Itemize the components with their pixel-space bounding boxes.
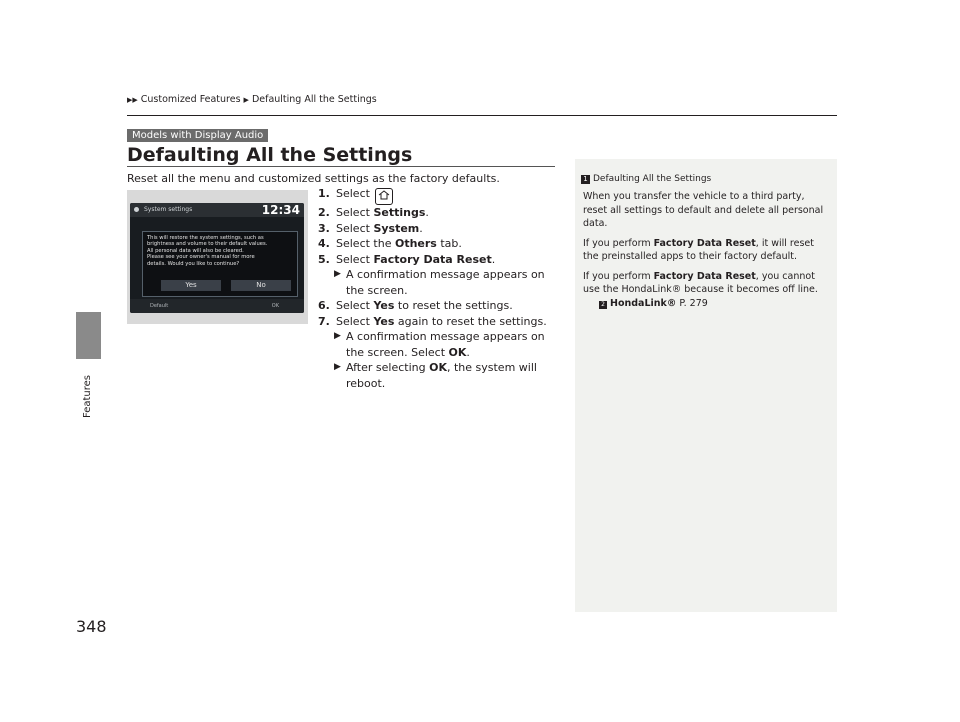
result-arrow-icon: ▶ [334, 269, 341, 279]
step-5 [318, 252, 563, 268]
step-number: 4. [318, 237, 330, 250]
step-text: Select the [336, 237, 395, 250]
default-button[interactable]: Default [150, 303, 169, 309]
page-title: Defaulting All the Settings [127, 144, 413, 166]
note-paragraph: If you perform Factory Data Reset, you cannot use the HondaLink® because it becomes off line. [583, 270, 818, 295]
result-text: After selecting [346, 361, 430, 374]
chapter-label: Features [82, 375, 93, 418]
step-suffix: again to reset the settings. [394, 314, 547, 328]
result-text: A confirmation message appears on the screen. [346, 268, 545, 297]
step-7-result-1 [318, 329, 563, 360]
dialog-message: This will restore the system settings, such as brightness and volume to their default values. All personal data will also be cleared. Please see your owner's manual for more details. Would you like to continue? [147, 235, 268, 267]
xref-icon: 2 [599, 301, 607, 309]
side-note-body [583, 190, 831, 310]
note-paragraph: If you perform Factory Data Reset, it will reset the preinstalled apps to their factory default. [583, 237, 814, 262]
step-text: Select [336, 221, 374, 235]
note-paragraph: When you transfer the vehicle to a third party, reset all settings to default and delete all personal data. [583, 191, 824, 229]
screen-footer [130, 299, 304, 313]
result-suffix: . [466, 345, 470, 359]
step-6 [318, 298, 563, 314]
header-divider [127, 115, 837, 116]
no-button[interactable]: No [231, 280, 291, 291]
breadcrumb [127, 94, 377, 105]
cross-reference-link[interactable] [583, 297, 831, 311]
step-number: 3. [318, 221, 330, 235]
confirm-dialog [142, 231, 298, 297]
step-keyword: Yes [373, 314, 395, 328]
step-suffix: tab. [436, 237, 462, 250]
note-number-icon: 1 [581, 175, 590, 184]
ok-button[interactable]: OK [271, 303, 279, 309]
step-text: Select [336, 314, 374, 328]
step-text: Select [336, 299, 374, 312]
screen-header [130, 203, 304, 217]
breadcrumb-arrow-icon: ▶ [243, 95, 249, 104]
steps-list [318, 186, 563, 391]
intro-text: Reset all the menu and customized settings as the factory defaults. [127, 172, 500, 185]
step-number: 1. [318, 187, 330, 200]
screen-clock: 12:34 [261, 203, 300, 217]
step-2 [318, 205, 563, 221]
side-note-title: Defaulting All the Settings [593, 174, 712, 184]
breadcrumb-parent[interactable]: Customized Features [140, 94, 241, 105]
step-7 [318, 314, 563, 330]
yes-button[interactable]: Yes [161, 280, 221, 291]
step-number: 7. [318, 314, 330, 328]
step-number: 2. [318, 206, 330, 219]
step-keyword: Others [394, 237, 437, 250]
display-screenshot [130, 203, 304, 313]
xref-page: P. 279 [676, 297, 708, 309]
page-number: 348 [76, 617, 107, 636]
screen-title: System settings [144, 206, 193, 213]
breadcrumb-current: Defaulting All the Settings [251, 94, 377, 105]
step-text: Select [336, 187, 374, 200]
title-divider [127, 166, 555, 167]
step-suffix: . [425, 206, 429, 219]
step-suffix: to reset the settings. [394, 299, 513, 312]
result-keyword: OK [448, 345, 467, 359]
step-suffix: . [491, 252, 496, 266]
chapter-tab-marker [76, 312, 101, 359]
step-keyword: Yes [373, 299, 395, 312]
home-icon [375, 188, 393, 205]
step-3 [318, 221, 563, 237]
step-number: 6. [318, 299, 330, 312]
step-keyword: System [373, 221, 420, 235]
step-5-result [318, 267, 563, 298]
step-text: Select [336, 206, 374, 219]
side-note-heading [581, 174, 711, 184]
result-arrow-icon: ▶ [334, 362, 341, 372]
step-number: 5. [318, 252, 330, 266]
step-keyword: Factory Data Reset [373, 252, 492, 266]
step-1 [318, 186, 563, 205]
step-7-result-2 [318, 360, 563, 391]
result-text: A confirmation message appears on the screen. Select [346, 330, 545, 359]
result-keyword: OK [429, 361, 447, 374]
step-keyword: Settings [373, 206, 426, 219]
settings-icon [134, 207, 139, 212]
breadcrumb-arrow-icon: ▶▶ [127, 95, 138, 104]
model-badge: Models with Display Audio [127, 129, 268, 142]
step-4 [318, 236, 563, 252]
step-suffix: . [419, 221, 423, 235]
step-text: Select [336, 252, 374, 266]
result-arrow-icon: ▶ [334, 331, 341, 341]
result-suffix: , the system will reboot. [346, 361, 537, 390]
xref-label: HondaLink® [610, 297, 677, 309]
